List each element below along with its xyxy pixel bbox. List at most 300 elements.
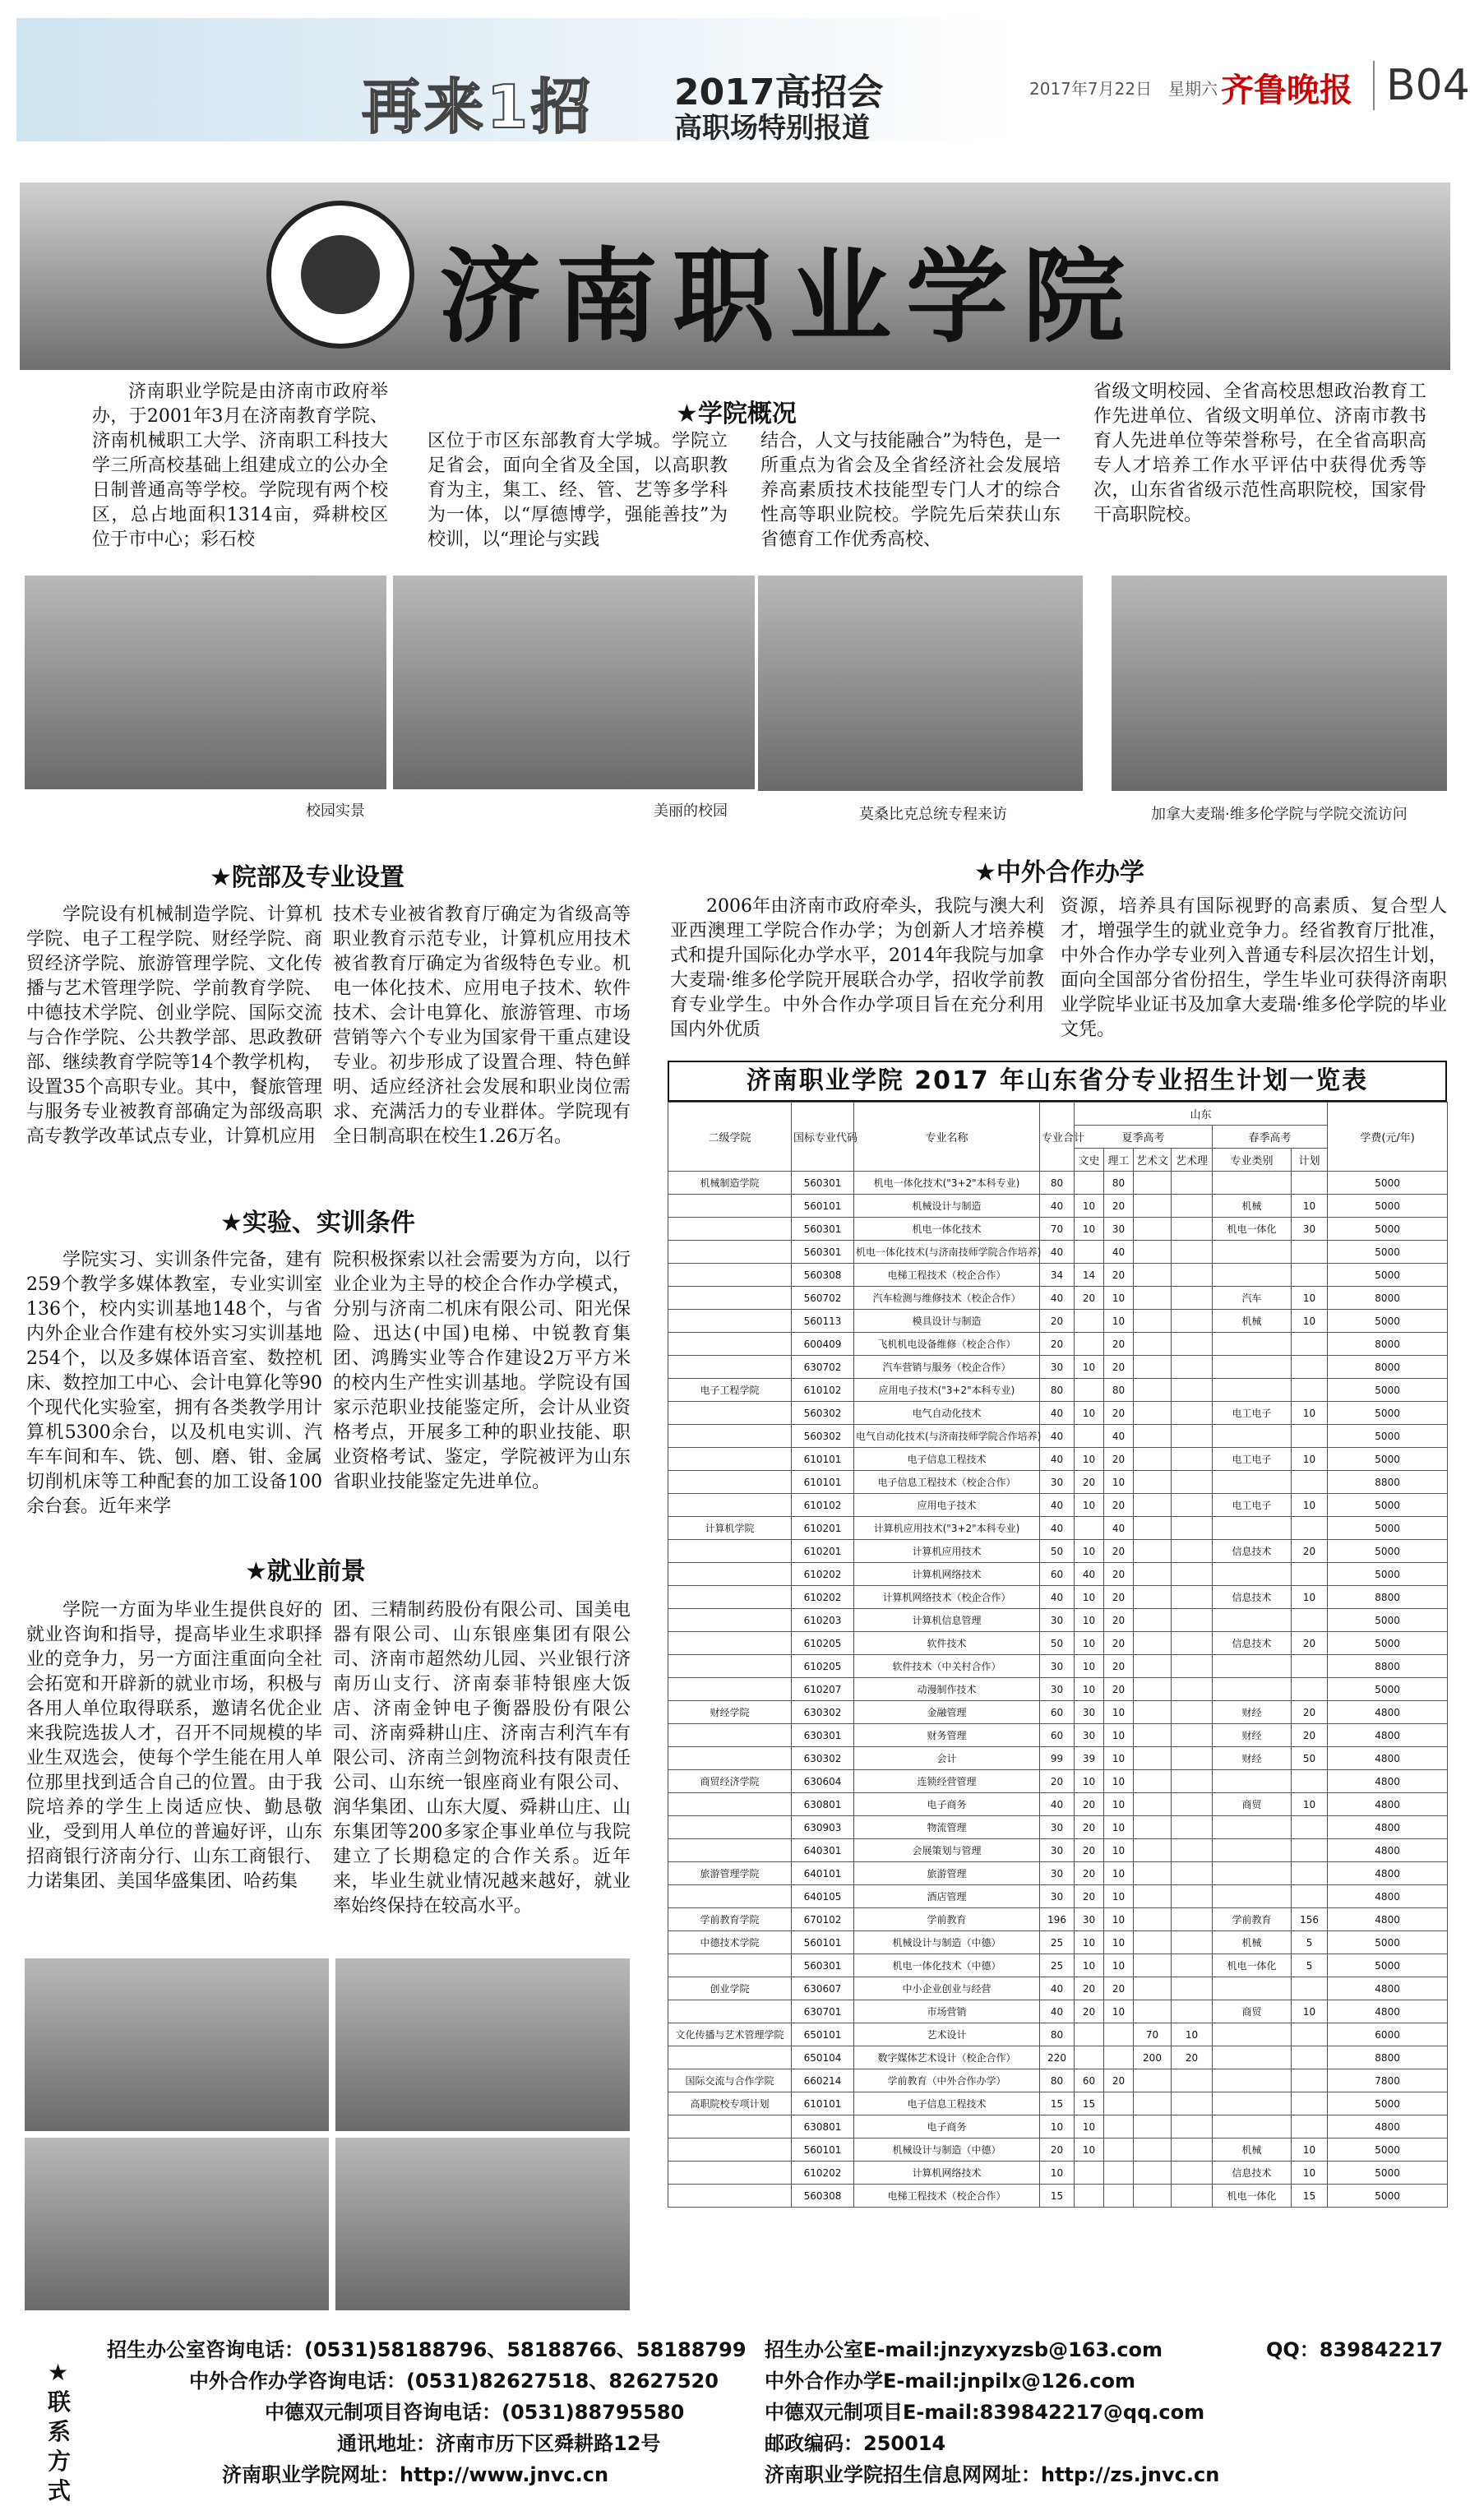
employment-col1: 学院一方面为毕业生提供良好的就业咨询和指导，提高毕业生求职择业的竞争力，另一方面注重面向全社会拓宽和开辟新的就业市场，积极与各用人单位取得联系，邀请名优企业来我院选拔人才，召开不同规模的毕业生双选会，使每个学生能在用人单位那里找到适合自己的位置。由于我院培养的学生上岗适应快、勤恳敬业，受到用人单位的普遍好评，山东招商银行济南分行、山东工商银行、力诺集团、美国华盛集团、哈药集 — [26, 1600, 322, 1892]
table-row — [668, 2185, 1448, 2208]
table-cell: 20 — [1104, 1264, 1134, 1287]
table-cell — [1172, 2092, 1213, 2115]
table-cell: 30 — [1075, 1724, 1104, 1747]
table-row — [668, 1678, 1448, 1701]
table-cell: 560301 — [792, 1218, 854, 1241]
table-cell — [1172, 1287, 1213, 1310]
table-cell — [1134, 2162, 1172, 2185]
table-cell: 610202 — [792, 1586, 854, 1609]
header-subtitle: 高职场特别报道 — [674, 112, 870, 145]
table-cell: 10 — [1104, 1287, 1134, 1310]
table-cell: 80 — [1040, 1379, 1075, 1402]
table-cell: 5 — [1292, 1931, 1328, 1954]
table-cell: 10 — [1075, 1586, 1104, 1609]
table-cell: 20 — [1104, 1448, 1134, 1471]
th-wen: 文史 — [1075, 1149, 1104, 1172]
table-cell: 630302 — [792, 1701, 854, 1724]
table-cell: 20 — [1104, 1632, 1134, 1655]
table-cell: 旅游管理学院 — [668, 1862, 792, 1885]
th-college: 二级学院 — [668, 1103, 792, 1172]
table-row — [668, 2115, 1448, 2139]
table-cell: 4800 — [1328, 1885, 1448, 1908]
table-cell: 4800 — [1328, 1724, 1448, 1747]
table-cell: 560301 — [792, 1172, 854, 1195]
departments-col2: 技术专业被省教育厅确定为省级高等职业教育示范专业，计算机应用技术被省教育厅确定为省级特色专业。机电一体化技术、应用电子技术、软件技术、会计电算化、旅游管理、市场营销等六个专业为国家骨干重点建设专业。初步形成了设置合理、特色鲜明、适应经济社会发展和职业岗位需求、充满活力的专业群体。学院现有全日制高职在校生1.26万名。 — [333, 904, 631, 1147]
table-cell — [1134, 1793, 1172, 1816]
table-cell — [668, 2162, 792, 2185]
table-cell: 5000 — [1328, 1632, 1448, 1655]
table-cell: 60 — [1040, 1563, 1075, 1586]
table-cell: 610207 — [792, 1678, 854, 1701]
table-cell — [1292, 1678, 1328, 1701]
table-cell — [1213, 1977, 1292, 2000]
table-cell: 8000 — [1328, 1356, 1448, 1379]
table-cell — [1292, 2023, 1328, 2046]
table-cell: 39 — [1075, 1747, 1104, 1770]
table-cell — [1134, 1241, 1172, 1264]
table-cell: 10 — [1075, 1402, 1104, 1425]
table-cell: 80 — [1104, 1172, 1134, 1195]
table-cell: 30 — [1040, 1655, 1075, 1678]
table-cell — [668, 2115, 792, 2139]
table-row — [668, 1264, 1448, 1287]
table-cell: 20 — [1104, 2069, 1134, 2092]
table-cell: 10 — [1075, 1356, 1104, 1379]
table-cell: 20 — [1292, 1701, 1328, 1724]
overview-col2: 区位于市区东部教育大学城。学院立足省会，面向全省及全国，以高职教育为主，集工、经、管、艺等多学科为一体，以“厚德博学，强能善技”为校训，以“理论与实践 — [428, 431, 728, 550]
table-cell — [1172, 1678, 1213, 1701]
table-cell-major: 物流管理 — [854, 1816, 1040, 1839]
table-cell: 610201 — [792, 1540, 854, 1563]
table-cell: 电工电子 — [1213, 1448, 1292, 1471]
table-cell: 40 — [1040, 1402, 1075, 1425]
th-cat: 专业类别 — [1213, 1149, 1292, 1172]
table-cell: 5000 — [1328, 1425, 1448, 1448]
table-row — [668, 1862, 1448, 1885]
table-cell: 10 — [1104, 1701, 1134, 1724]
table-cell: 财经 — [1213, 1701, 1292, 1724]
table-cell-major: 应用电子技术("3+2"本科专业) — [854, 1379, 1040, 1402]
table-cell: 4800 — [1328, 1793, 1448, 1816]
table-cell — [1134, 1471, 1172, 1494]
table-cell: 560302 — [792, 1402, 854, 1425]
table-cell: 10 — [1292, 1586, 1328, 1609]
table-cell: 80 — [1040, 1172, 1075, 1195]
table-cell: 10 — [1292, 1310, 1328, 1333]
table-cell — [1172, 2139, 1213, 2162]
school-name: 济南职业学院 — [439, 238, 1140, 357]
table-cell: 10 — [1104, 1770, 1134, 1793]
table-cell: 信息技术 — [1213, 1632, 1292, 1655]
table-cell: 560308 — [792, 2185, 854, 2208]
table-cell — [668, 1816, 792, 1839]
table-cell — [1292, 1862, 1328, 1885]
table-row — [668, 1839, 1448, 1862]
table-cell: 30 — [1040, 1678, 1075, 1701]
table-cell: 40 — [1040, 1287, 1075, 1310]
header-slogan: 再来1招 — [362, 72, 594, 141]
table-cell: 40 — [1040, 1425, 1075, 1448]
table-cell: 610205 — [792, 1632, 854, 1655]
caption-canada: 加拿大麦瑞·维多伦学院与学院交流访问 — [1151, 806, 1408, 823]
contact-address: 通讯地址：济南市历下区舜耕路12号 — [337, 2432, 661, 2455]
table-cell: 20 — [1104, 1977, 1134, 2000]
caption-president: 莫桑比克总统专程来访 — [859, 806, 1007, 823]
table-cell: 40 — [1040, 1195, 1075, 1218]
table-cell-major: 电梯工程技术（校企合作） — [854, 2185, 1040, 2208]
table-cell — [668, 1655, 792, 1678]
table-cell: 20 — [1104, 1655, 1134, 1678]
photo-training-room — [25, 1958, 329, 2131]
table-row — [668, 2046, 1448, 2069]
table-cell-major: 应用电子技术 — [854, 1494, 1040, 1517]
table-cell: 20 — [1075, 1471, 1104, 1494]
table-cell: 7800 — [1328, 2069, 1448, 2092]
table-cell-major: 电子信息工程技术 — [854, 2092, 1040, 2115]
table-row — [668, 1333, 1448, 1356]
table-cell: 20 — [1075, 1977, 1104, 2000]
table-cell — [1213, 1655, 1292, 1678]
contact-phone-admissions: 招生办公室咨询电话：(0531)58188796、58188766、58188799 — [107, 2338, 747, 2361]
table-cell: 560101 — [792, 2139, 854, 2162]
table-cell: 高职院校专项计划 — [668, 2092, 792, 2115]
table-cell: 560101 — [792, 1931, 854, 1954]
table-cell — [1104, 2046, 1134, 2069]
table-cell-major: 机械设计与制造 — [854, 1195, 1040, 1218]
header-date: 2017年7月22日 星期六 — [1029, 79, 1218, 99]
table-row — [668, 1908, 1448, 1931]
table-cell — [668, 1264, 792, 1287]
table-cell: 20 — [1040, 2139, 1075, 2162]
table-cell — [1134, 1977, 1172, 2000]
table-cell — [1292, 1471, 1328, 1494]
table-cell — [1172, 1402, 1213, 1425]
table-cell — [1172, 1586, 1213, 1609]
table-cell — [1172, 1172, 1213, 1195]
table-cell-major: 电子信息工程技术（校企合作） — [854, 1471, 1040, 1494]
table-cell — [668, 1678, 792, 1701]
table-cell — [668, 2046, 792, 2069]
table-cell — [1213, 1862, 1292, 1885]
table-cell: 610102 — [792, 1379, 854, 1402]
table-cell: 34 — [1040, 1264, 1075, 1287]
table-cell: 10 — [1104, 1862, 1134, 1885]
table-cell: 630604 — [792, 1770, 854, 1793]
table-cell: 20 — [1075, 2000, 1104, 2023]
table-row — [668, 2069, 1448, 2092]
table-cell — [1172, 1977, 1213, 2000]
table-cell: 电工电子 — [1213, 1494, 1292, 1517]
table-cell-major: 艺术设计 — [854, 2023, 1040, 2046]
table-cell — [1134, 1195, 1172, 1218]
table-cell — [1075, 2162, 1104, 2185]
table-cell: 10 — [1075, 2139, 1104, 2162]
table-cell: 文化传播与艺术管理学院 — [668, 2023, 792, 2046]
table-cell — [1134, 1908, 1172, 1931]
table-cell — [1172, 1425, 1213, 1448]
table-cell-major: 机械设计与制造（中德） — [854, 2139, 1040, 2162]
table-row — [668, 2139, 1448, 2162]
table-cell-major: 财务管理 — [854, 1724, 1040, 1747]
table-cell: 670102 — [792, 1908, 854, 1931]
table-cell: 630301 — [792, 1724, 854, 1747]
table-cell: 30 — [1040, 1885, 1075, 1908]
table-cell — [1134, 2185, 1172, 2208]
table-cell: 50 — [1040, 1632, 1075, 1655]
table-cell-major: 会展策划与管理 — [854, 1839, 1040, 1862]
table-cell — [1213, 2115, 1292, 2139]
overview-heading: ★学院概况 — [676, 400, 797, 428]
table-cell: 60 — [1075, 2069, 1104, 2092]
table-cell: 30 — [1040, 1471, 1075, 1494]
table-cell — [1292, 1264, 1328, 1287]
table-cell — [1172, 1218, 1213, 1241]
table-cell — [1292, 2046, 1328, 2069]
table-cell — [1134, 1747, 1172, 1770]
table-cell: 60 — [1040, 1701, 1075, 1724]
table-cell-major: 机电一体化技术(与济南技师学院合作培养) — [854, 1241, 1040, 1264]
table-cell: 10 — [1292, 1195, 1328, 1218]
table-cell — [1213, 1471, 1292, 1494]
table-cell: 10 — [1292, 1402, 1328, 1425]
table-cell: 8800 — [1328, 1586, 1448, 1609]
table-cell — [1134, 1770, 1172, 1793]
table-cell — [1075, 1379, 1104, 1402]
table-cell: 10 — [1104, 1908, 1134, 1931]
table-cell — [1172, 1793, 1213, 1816]
table-cell — [668, 1448, 792, 1471]
employment-col2: 团、三精制药股份有限公司、国美电器有限公司、山东银座集团有限公司、济南市超然幼儿园、兴业银行济南历山支行、济南泰菲特银座大饭店、济南金钟电子衡器股份有限公司、济南舜耕山庄、济南吉利汽车有限公司、济南兰剑物流科技有限责任公司、山东统一银座商业有限公司、润华集团、山东大厦、舜耕山庄、山东集团等200多家企事业单位与我院建立了长期稳定的合作关系。近年来，毕业生就业情况越来越好，就业率始终保持在较高水平。 — [333, 1600, 631, 1917]
table-cell: 10 — [1104, 1931, 1134, 1954]
table-cell: 30 — [1104, 1218, 1134, 1241]
school-gate-photo — [20, 183, 1450, 370]
table-cell — [1172, 1724, 1213, 1747]
table-cell: 30 — [1075, 1908, 1104, 1931]
table-cell: 20 — [1104, 1540, 1134, 1563]
table-cell — [1134, 1885, 1172, 1908]
table-cell — [668, 1540, 792, 1563]
table-cell — [668, 1356, 792, 1379]
table-cell: 10 — [1075, 1195, 1104, 1218]
table-cell: 660214 — [792, 2069, 854, 2092]
table-cell: 计算机学院 — [668, 1517, 792, 1540]
table-row — [668, 2162, 1448, 2185]
table-cell: 630801 — [792, 1793, 854, 1816]
table-cell-major: 中小企业创业与经营 — [854, 1977, 1040, 2000]
table-cell — [1172, 2115, 1213, 2139]
table-cell: 财经 — [1213, 1724, 1292, 1747]
table-cell: 10 — [1292, 2139, 1328, 2162]
table-row — [668, 1356, 1448, 1379]
table-cell: 30 — [1075, 1701, 1104, 1724]
table-cell-major: 电梯工程技术（校企合作） — [854, 1264, 1040, 1287]
table-cell: 40 — [1104, 1425, 1134, 1448]
table-cell — [1213, 2092, 1292, 2115]
table-row — [668, 1448, 1448, 1471]
table-cell: 560302 — [792, 1425, 854, 1448]
table-cell: 5000 — [1328, 2092, 1448, 2115]
table-cell — [1172, 1885, 1213, 1908]
table-cell — [1134, 1862, 1172, 1885]
table-cell-major: 汽车营销与服务（校企合作） — [854, 1356, 1040, 1379]
table-cell — [1075, 1241, 1104, 1264]
contact-qq: QQ：839842217 — [1266, 2338, 1444, 2361]
table-cell: 创业学院 — [668, 1977, 792, 2000]
table-cell — [668, 1609, 792, 1632]
table-cell — [1172, 1908, 1213, 1931]
table-cell — [1172, 1609, 1213, 1632]
table-cell — [1172, 1770, 1213, 1793]
table-cell — [1213, 1517, 1292, 1540]
table-cell: 200 — [1134, 2046, 1172, 2069]
table-cell — [1213, 1563, 1292, 1586]
table-cell: 20 — [1075, 1793, 1104, 1816]
overview-col4: 省级文明校园、全省高校思想政治教育工作先进单位、省级文明单位、济南市教书育人先进单位等荣誉称号，在全省高职高专人才培养工作水平评估中获得优秀等次，山东省省级示范性高职院校，国家骨干高职院校。 — [1093, 381, 1426, 525]
table-cell: 20 — [1040, 1310, 1075, 1333]
table-cell: 5000 — [1328, 2139, 1448, 2162]
table-cell: 20 — [1104, 1609, 1134, 1632]
table-cell: 60 — [1040, 1724, 1075, 1747]
table-cell — [668, 1333, 792, 1356]
table-cell-major: 机械设计与制造（中德） — [854, 1931, 1040, 1954]
photo-beautiful-campus — [393, 576, 755, 789]
table-cell: 10 — [1075, 1655, 1104, 1678]
table-cell — [1172, 1356, 1213, 1379]
table-cell: 10 — [1075, 1494, 1104, 1517]
table-cell — [1134, 1632, 1172, 1655]
table-cell — [668, 1241, 792, 1264]
contact-website: 济南职业学院网址：http://www.jnvc.cn — [222, 2463, 609, 2486]
table-cell: 40 — [1040, 1586, 1075, 1609]
table-cell — [1292, 2115, 1328, 2139]
contact-label: ★联系方式 — [48, 2359, 72, 2504]
coop-col1: 2006年由济南市政府牵头，我院与澳大利亚西澳理工学院合作办学；为创新人才培养模式和提升国际化办学水平，2014年我院与加拿大麦瑞·维多伦学院开展联合办学，招收学前教育专业学生。中外合作办学项目旨在充分利用国内外优质 — [670, 896, 1044, 1040]
table-cell — [1292, 2092, 1328, 2115]
table-cell: 220 — [1040, 2046, 1075, 2069]
table-cell — [1134, 1264, 1172, 1287]
table-row — [668, 1425, 1448, 1448]
table-cell: 10 — [1075, 1770, 1104, 1793]
table-cell — [1213, 1425, 1292, 1448]
table-cell: 10 — [1040, 2115, 1075, 2139]
table-cell — [1075, 1172, 1104, 1195]
table-cell: 630607 — [792, 1977, 854, 2000]
table-cell: 5000 — [1328, 1494, 1448, 1517]
table-cell — [668, 1195, 792, 1218]
table-row — [668, 1218, 1448, 1241]
table-cell: 14 — [1075, 1264, 1104, 1287]
table-cell: 20 — [1075, 1816, 1104, 1839]
contact-email-german: 中德双元制项目E-mail:839842217@qq.com — [765, 2401, 1205, 2424]
table-row — [668, 1241, 1448, 1264]
table-cell: 10 — [1104, 1471, 1134, 1494]
table-cell: 5000 — [1328, 1402, 1448, 1425]
table-cell-major: 软件技术（中关村合作） — [854, 1655, 1040, 1678]
table-cell: 机械制造学院 — [668, 1172, 792, 1195]
table-cell: 50 — [1040, 1540, 1075, 1563]
table-cell: 640301 — [792, 1839, 854, 1862]
table-cell — [668, 1563, 792, 1586]
table-row — [668, 1517, 1448, 1540]
table-cell — [1172, 1839, 1213, 1862]
table-cell: 610202 — [792, 2162, 854, 2185]
table-cell — [1292, 1839, 1328, 1862]
table-cell: 学前教育学院 — [668, 1908, 792, 1931]
table-cell: 商贸 — [1213, 2000, 1292, 2023]
table-cell — [668, 1839, 792, 1862]
table-cell: 4800 — [1328, 1862, 1448, 1885]
table-cell — [1172, 1379, 1213, 1402]
table-cell — [1172, 1241, 1213, 1264]
table-cell — [1134, 1954, 1172, 1977]
table-cell: 10 — [1292, 2162, 1328, 2185]
table-cell: 10 — [1292, 2000, 1328, 2023]
table-cell — [1104, 2139, 1134, 2162]
table-cell: 40 — [1040, 1793, 1075, 1816]
table-cell: 15 — [1040, 2092, 1075, 2115]
table-cell: 5000 — [1328, 1172, 1448, 1195]
table-cell — [1104, 2092, 1134, 2115]
table-cell-major: 电子商务 — [854, 1793, 1040, 1816]
header-title: 2017高招会 — [674, 72, 884, 113]
table-cell — [1292, 2069, 1328, 2092]
table-cell — [1172, 1954, 1213, 1977]
photo-canada-visit — [1112, 576, 1447, 791]
table-cell: 30 — [1040, 1609, 1075, 1632]
table-cell: 40 — [1104, 1241, 1134, 1264]
table-cell: 10 — [1075, 2115, 1104, 2139]
table-cell: 5000 — [1328, 1517, 1448, 1540]
contact-email-coop: 中外合作办学E-mail:jnpilx@126.com — [765, 2370, 1135, 2393]
photo-auto-workshop — [335, 2138, 630, 2310]
table-cell: 10 — [1075, 1678, 1104, 1701]
table-cell: 40 — [1040, 2000, 1075, 2023]
table-cell: 20 — [1104, 1494, 1134, 1517]
table-cell — [1075, 2046, 1104, 2069]
table-cell: 10 — [1075, 1448, 1104, 1471]
table-cell — [1104, 2162, 1134, 2185]
table-cell — [668, 1218, 792, 1241]
table-row — [668, 1701, 1448, 1724]
table-row — [668, 1195, 1448, 1218]
table-cell-major: 市场营销 — [854, 2000, 1040, 2023]
departments-col1: 学院设有机械制造学院、计算机学院、电子工程学院、财经学院、商贸经济学院、旅游管理学院、文化传播与艺术管理学院、学前教育学院、中德技术学院、创业学院、国际交流与合作学院、公共教学部、思政教研部、继续教育学院等14个教学机构，设置35个高职专业。其中，餐旅管理与服务专业被教育部确定为部级高职高专教学改革试点专业，计算机应用 — [26, 904, 322, 1147]
table-cell — [1292, 1379, 1328, 1402]
table-cell: 40 — [1104, 1517, 1134, 1540]
table-cell: 30 — [1040, 1356, 1075, 1379]
table-cell: 信息技术 — [1213, 1586, 1292, 1609]
table-cell: 5000 — [1328, 1563, 1448, 1586]
contact-zip: 邮政编码：250014 — [765, 2432, 946, 2455]
table-cell: 5000 — [1328, 2185, 1448, 2208]
table-cell: 20 — [1104, 1333, 1134, 1356]
newspaper-name: 齐鲁晚报 — [1221, 71, 1352, 109]
table-cell — [668, 1402, 792, 1425]
table-cell: 机械 — [1213, 1310, 1292, 1333]
table-cell — [1213, 1172, 1292, 1195]
table-cell — [1134, 1172, 1172, 1195]
photo-lab — [25, 2138, 329, 2310]
table-cell: 630903 — [792, 1816, 854, 1839]
table-cell — [1213, 1885, 1292, 1908]
photo-library — [335, 1958, 630, 2131]
table-cell — [1172, 1816, 1213, 1839]
table-row — [668, 1931, 1448, 1954]
table-cell — [1134, 1678, 1172, 1701]
table-cell — [1172, 1747, 1213, 1770]
table-cell — [1172, 2185, 1213, 2208]
table-cell: 机械 — [1213, 1931, 1292, 1954]
